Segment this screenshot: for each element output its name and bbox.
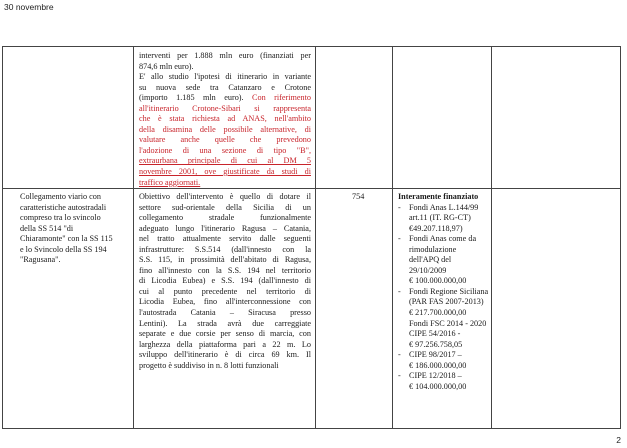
- text-line: sviluppo dell'itinerario è di circa 69 km. Il: [139, 350, 311, 360]
- text-line: dell'APQ del: [409, 255, 452, 265]
- text-line: fino all'innesto con la S.S. 194 nel territorio: [139, 265, 311, 275]
- text-line: settore sud-orientale della Sicilia di un: [139, 202, 311, 212]
- text-line: art.11 (IT. RG-CT): [409, 213, 471, 223]
- column-divider-2: [315, 46, 316, 429]
- text-line: € 186.000.000,00: [409, 360, 467, 370]
- red-text-line: extraurbana principale di cui al DM 5: [139, 156, 311, 166]
- table-border-top: [2, 46, 621, 47]
- red-text-line: l'adozione di una sezione di tipo "B",: [139, 145, 311, 155]
- text-line: - Fondi Anas come da: [409, 234, 477, 244]
- text-line: adeguato lungo l'itinerario Ragusa – Catania,: [139, 223, 311, 233]
- funding-title: Interamente finanziato: [398, 192, 479, 201]
- text-line: 29/10/2009: [409, 265, 447, 275]
- funding-item: [398, 350, 490, 371]
- red-text-line: all'itinerario Crotone-Sibari si rappresenta: [139, 103, 311, 113]
- row2-description: [139, 192, 311, 371]
- text-line: Collegamento viario con: [20, 192, 101, 201]
- text-line: separate e due corsie per senso di marcia, con: [139, 329, 311, 339]
- column-divider-1: [133, 46, 134, 429]
- text-line: € 100.000.000,00: [409, 276, 467, 286]
- row2-code: 754: [352, 192, 365, 201]
- text-line: € 104.000.000,00: [409, 381, 467, 391]
- text-line: (importo 1.185 mln euro).: [139, 93, 244, 103]
- red-text-line: traffico aggiornati.: [139, 177, 201, 187]
- text-line: Lentini). La strada avrà due carreggiate: [139, 318, 311, 328]
- page-number: 2: [616, 435, 621, 445]
- funding-item: [398, 234, 490, 287]
- text-line: larghezza della piattaforma pari a 22 m. Lo: [139, 339, 311, 349]
- text-line: nel tratto attualmente servito dalle seguenti: [139, 234, 311, 244]
- text-line: infrastrutture: S.S.514 (dall'innesto con la: [139, 244, 311, 254]
- text-line: 874,6 mln euro).: [139, 61, 194, 71]
- text-line: compreso tra lo svincolo: [20, 213, 101, 223]
- text-line: € 97.256.758,05: [409, 339, 463, 349]
- red-text-line: della disamina delle possibile alternative, di: [139, 124, 311, 134]
- text-line: Chiaramonte" con la SS 115: [20, 234, 113, 244]
- red-text-line: che è stata richiesta ad ANAS, nell'ambito: [139, 114, 311, 124]
- text-line: l'autostrada Catania – Siracusa presso: [139, 308, 311, 318]
- text-line: (PAR FAS 2007-2013): [409, 297, 484, 307]
- row-divider: [2, 188, 621, 189]
- text-line: "Ragusana".: [20, 255, 61, 265]
- text-line: cui al punto precedente nel territorio di: [139, 286, 311, 296]
- text-line: e lo Svincolo della SS 194: [20, 244, 107, 254]
- document-table: [2, 46, 621, 429]
- text-line: della SS 514 "di: [20, 223, 74, 233]
- text-line: - CIPE 12/2018 –: [409, 371, 462, 381]
- text-line: interventi per 1.888 mln euro (finanziati per: [139, 51, 311, 60]
- column-divider-3: [392, 46, 393, 429]
- text-line: E' allo studio l'ipotesi di itinerario in variante: [139, 72, 311, 82]
- row2-title: [20, 192, 132, 266]
- funding-list: [398, 203, 490, 393]
- text-line: € 217.700.000,00: [409, 308, 467, 318]
- column-divider-4: [491, 46, 492, 429]
- text-line: di Licodia Eubea) e S.S. 194 (dall'innesto di: [139, 276, 311, 286]
- text-line: progetto è suddiviso in n. 8 lotti funzionali: [139, 360, 279, 370]
- text-line: Obiettivo dell'intervento è quello di dotare il: [139, 192, 311, 201]
- text-line: - Fondi Regione Siciliana: [409, 286, 489, 296]
- text-line: Fondi FSC 2014 - 2020: [409, 318, 487, 328]
- table-border-left: [2, 46, 3, 429]
- red-text-line: novembre 2001, ove giustificate da studi di: [139, 167, 311, 177]
- funding-item: [398, 203, 490, 235]
- text-line: €49.207.118,97): [409, 223, 463, 233]
- red-text-line: valutare anche quelle che prevedono: [139, 135, 311, 145]
- header-date: 30 novembre: [4, 2, 54, 12]
- table-border-bottom: [2, 428, 621, 429]
- table-border-right: [620, 46, 621, 429]
- funding-item: [398, 371, 490, 392]
- row2-funding: [398, 192, 490, 392]
- text-line: rimodulazione: [409, 244, 457, 254]
- text-line: caratteristiche autostradali: [20, 202, 107, 212]
- text-line: - Fondi Anas L.144/99: [409, 202, 479, 212]
- text-line: Licodia Eubea, fino all'interconnessione con: [139, 297, 311, 307]
- text-line: collegamento stradale funzionalmente: [139, 213, 311, 223]
- text-line: CIPE 54/2016 -: [409, 329, 461, 339]
- text-line: S.S. 115, in prossimità dell'abitato di Ragusa,: [139, 255, 311, 265]
- text-line: su nuova sede tra Catanzaro e Crotone: [139, 82, 311, 92]
- funding-item: [398, 287, 490, 350]
- text-line: - CIPE 98/2017 –: [409, 350, 462, 360]
- row1-description: [139, 51, 311, 188]
- red-text-line: Con riferimento: [252, 93, 311, 103]
